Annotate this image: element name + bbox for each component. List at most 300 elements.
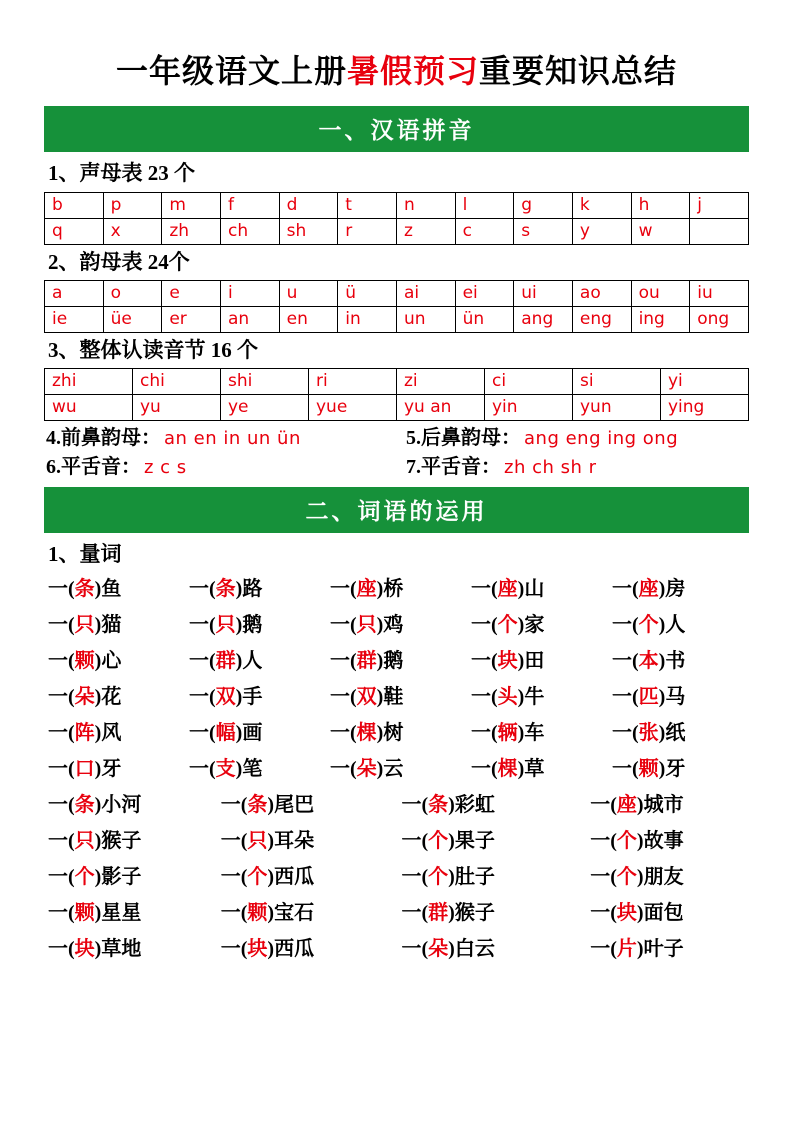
pinyin-cell: ui: [514, 280, 573, 306]
mw-pre: 一(: [48, 578, 75, 601]
pinyin-cell: zi: [397, 369, 485, 395]
pinyin-cell: x: [103, 218, 162, 244]
mw-post: )田: [517, 650, 545, 673]
measure-word-item: [608, 572, 749, 607]
mw-post: )家: [517, 614, 545, 637]
mw-post: )牙: [94, 758, 122, 781]
mw-measure: 朵: [428, 938, 449, 961]
measure-word-item: [380, 932, 561, 967]
mw-measure: 只: [215, 614, 236, 637]
mw-pre: 一(: [401, 938, 429, 961]
pinyin-cell-empty: [690, 218, 749, 244]
measure-word-item: [207, 788, 380, 823]
rule-curled-tongue: [406, 454, 597, 481]
measure-word-item: [467, 644, 608, 679]
mw-measure: 群: [356, 650, 377, 673]
mw-pre: 一(: [330, 614, 357, 637]
mw-measure: 个: [428, 830, 449, 853]
pinyin-cell: c: [455, 218, 514, 244]
mw-measure: 颗: [74, 902, 95, 925]
mw-pre: 一(: [401, 794, 429, 817]
pinyin-cell: sh: [279, 218, 338, 244]
mw-post: )故事: [636, 830, 684, 853]
mw-measure: 口: [74, 758, 95, 781]
rule-value: ang eng ing ong: [524, 428, 679, 450]
mw-measure: 块: [247, 938, 268, 961]
mw-pre: 一(: [612, 722, 639, 745]
mw-post: )尾巴: [267, 794, 315, 817]
table-row: [45, 306, 749, 332]
mw-pre: 一(: [590, 794, 617, 817]
measure-word-item: [44, 788, 207, 823]
mw-pre: 一(: [471, 650, 498, 673]
pinyin-cell: zh: [162, 218, 221, 244]
mw-pre: 一(: [330, 722, 357, 745]
pinyin-cell: ün: [455, 306, 514, 332]
measure-word-item: [44, 608, 185, 643]
pinyin-cell: iu: [690, 280, 749, 306]
mw-measure: 张: [638, 722, 659, 745]
mw-measure: 块: [74, 938, 95, 961]
mw-measure: 匹: [638, 686, 659, 709]
table-row: [45, 369, 749, 395]
mw-post: )叶子: [636, 938, 684, 961]
table-shengmu: [44, 192, 749, 245]
pinyin-cell: yu an: [397, 395, 485, 421]
mw-post: )云: [376, 758, 404, 781]
pinyin-cell: er: [162, 306, 221, 332]
mw-post: )风: [94, 722, 122, 745]
table-zhengti: [44, 368, 749, 421]
mw-measure: 双: [215, 686, 236, 709]
pinyin-cell: ong: [690, 306, 749, 332]
pinyin-cell: zhi: [45, 369, 133, 395]
mw-measure: 座: [616, 794, 637, 817]
mw-pre: 一(: [471, 758, 498, 781]
pinyin-cell: ei: [455, 280, 514, 306]
rule-label: 5.后鼻韵母：: [406, 427, 521, 450]
measure-word-item: [326, 608, 467, 643]
mw-measure: 条: [74, 578, 95, 601]
measure-word-item: [467, 680, 608, 715]
mw-pre: 一(: [590, 938, 617, 961]
mw-measure: 个: [616, 866, 637, 889]
measure-word-item: [185, 752, 326, 787]
pinyin-cell: yin: [485, 395, 573, 421]
pinyin-cell: a: [45, 280, 104, 306]
table-yunmu: [44, 280, 749, 333]
pinyin-cell: yi: [661, 369, 749, 395]
mw-measure: 群: [428, 902, 449, 925]
mw-post: )鸡: [376, 614, 404, 637]
pinyin-cell: r: [338, 218, 397, 244]
pinyin-cell: d: [279, 192, 338, 218]
measure-word-item: [326, 680, 467, 715]
mw-pre: 一(: [189, 686, 216, 709]
mw-measure: 只: [74, 830, 95, 853]
mw-post: )车: [517, 722, 545, 745]
title-pre: 一年级语文上册: [115, 53, 347, 89]
mw-pre: 一(: [330, 578, 357, 601]
mw-measure: 个: [428, 866, 449, 889]
mw-measure: 只: [247, 830, 268, 853]
mw-measure: 座: [356, 578, 377, 601]
measure-word-row: [44, 752, 749, 787]
mw-pre: 一(: [590, 830, 617, 853]
mw-post: )星星: [94, 902, 142, 925]
mw-measure: 颗: [638, 758, 659, 781]
mw-pre: 一(: [48, 866, 75, 889]
page-title: [44, 52, 749, 90]
measure-word-item: [326, 752, 467, 787]
rule-value: an en in un ün: [164, 428, 301, 450]
mw-post: )书: [658, 650, 686, 673]
mw-pre: 一(: [612, 650, 639, 673]
mw-measure: 朵: [74, 686, 95, 709]
measure-word-item: [185, 716, 326, 751]
measure-word-item: [608, 716, 749, 751]
pinyin-cell: si: [573, 369, 661, 395]
mw-pre: 一(: [471, 686, 498, 709]
title-post: 重要知识总结: [479, 53, 678, 89]
mw-post: )城市: [636, 794, 684, 817]
rule-row-nasal: [46, 425, 749, 452]
mw-pre: 一(: [401, 866, 429, 889]
pinyin-cell: un: [396, 306, 455, 332]
pinyin-cell: j: [690, 192, 749, 218]
measure-word-item: [467, 716, 608, 751]
measure-word-item: [608, 752, 749, 787]
mw-pre: 一(: [48, 722, 75, 745]
measure-word-item: [467, 608, 608, 643]
measure-word-item: [44, 896, 207, 931]
mw-post: )猴子: [94, 830, 142, 853]
mw-measure: 个: [638, 614, 659, 637]
measure-word-item: [44, 644, 185, 679]
section-banner-words: 二、词语的运用: [44, 487, 749, 533]
measure-word-item: [326, 716, 467, 751]
mw-post: )影子: [94, 866, 142, 889]
pinyin-cell: b: [45, 192, 104, 218]
mw-pre: 一(: [471, 722, 498, 745]
mw-pre: 一(: [48, 794, 75, 817]
pinyin-cell: g: [514, 192, 573, 218]
measure-word-item: [185, 572, 326, 607]
mw-post: )笔: [235, 758, 263, 781]
mw-pre: 一(: [189, 722, 216, 745]
mw-pre: 一(: [220, 794, 248, 817]
mw-measure: 颗: [247, 902, 268, 925]
mw-post: )树: [376, 722, 404, 745]
measure-word-item: [44, 860, 207, 895]
mw-pre: 一(: [590, 902, 617, 925]
rule-row-sibilant: [46, 454, 749, 481]
pinyin-cell: üe: [103, 306, 162, 332]
subheading-zhengti: 3、整体认读音节 16 个: [48, 337, 258, 362]
measure-word-item: [608, 644, 749, 679]
pinyin-cell: y: [572, 218, 631, 244]
mw-post: )鹅: [376, 650, 404, 673]
mw-post: )西瓜: [267, 938, 315, 961]
pinyin-cell: p: [103, 192, 162, 218]
measure-word-row: [44, 608, 749, 643]
mw-pre: 一(: [220, 938, 248, 961]
mw-measure: 个: [497, 614, 518, 637]
mw-post: )面包: [636, 902, 684, 925]
mw-measure: 块: [497, 650, 518, 673]
mw-post: )鹅: [235, 614, 263, 637]
mw-pre: 一(: [220, 902, 248, 925]
pinyin-cell: o: [103, 280, 162, 306]
measure-word-row: [44, 788, 749, 823]
measure-word-item: [44, 572, 185, 607]
mw-measure: 条: [74, 794, 95, 817]
pinyin-cell: e: [162, 280, 221, 306]
mw-pre: 一(: [48, 938, 75, 961]
pinyin-cell: ai: [396, 280, 455, 306]
pinyin-cell: ou: [631, 280, 690, 306]
measure-word-row: [44, 572, 749, 607]
pinyin-cell: i: [220, 280, 279, 306]
table-row: [45, 192, 749, 218]
mw-measure: 颗: [74, 650, 95, 673]
pinyin-cell: ri: [309, 369, 397, 395]
table-row: [45, 280, 749, 306]
mw-pre: 一(: [612, 614, 639, 637]
mw-measure: 幅: [215, 722, 236, 745]
pinyin-cell: chi: [133, 369, 221, 395]
measure-word-row: [44, 716, 749, 751]
pinyin-cell: ang: [514, 306, 573, 332]
pinyin-cell: m: [162, 192, 221, 218]
mw-pre: 一(: [612, 686, 639, 709]
pinyin-cell: k: [572, 192, 631, 218]
mw-pre: 一(: [48, 902, 75, 925]
pinyin-cell: yue: [309, 395, 397, 421]
mw-measure: 双: [356, 686, 377, 709]
mw-post: )桥: [376, 578, 404, 601]
mw-post: )马: [658, 686, 686, 709]
mw-measure: 阵: [74, 722, 95, 745]
mw-pre: 一(: [612, 758, 639, 781]
measure-word-item: [560, 824, 749, 859]
mw-post: )朋友: [636, 866, 684, 889]
table-row: [45, 395, 749, 421]
measure-word-item: [44, 824, 207, 859]
rule-value: zh ch sh r: [504, 457, 597, 479]
mw-pre: 一(: [189, 614, 216, 637]
measure-word-item: [380, 788, 561, 823]
mw-post: )路: [235, 578, 263, 601]
mw-measure: 朵: [356, 758, 377, 781]
mw-measure: 辆: [497, 722, 518, 745]
subheading-yunmu: 2、韵母表 24个: [48, 249, 190, 274]
mw-pre: 一(: [48, 686, 75, 709]
mw-measure: 座: [638, 578, 659, 601]
measure-word-item: [185, 644, 326, 679]
mw-pre: 一(: [401, 902, 429, 925]
mw-pre: 一(: [189, 578, 216, 601]
mw-pre: 一(: [330, 758, 357, 781]
mw-pre: 一(: [471, 578, 498, 601]
mw-pre: 一(: [48, 758, 75, 781]
mw-post: )草: [517, 758, 545, 781]
pinyin-cell: ye: [221, 395, 309, 421]
measure-word-item: [560, 860, 749, 895]
mw-measure: 个: [247, 866, 268, 889]
measure-word-grid: [44, 572, 749, 967]
mw-pre: 一(: [590, 866, 617, 889]
pinyin-cell: yu: [133, 395, 221, 421]
measure-word-row: [44, 680, 749, 715]
measure-word-item: [380, 896, 561, 931]
table-row: [45, 218, 749, 244]
pinyin-cell: h: [631, 192, 690, 218]
mw-post: )牙: [658, 758, 686, 781]
mw-post: )小河: [94, 794, 142, 817]
mw-measure: 个: [616, 830, 637, 853]
measure-word-item: [185, 608, 326, 643]
rule-flat-tongue: [46, 454, 406, 481]
pinyin-cell: ü: [338, 280, 397, 306]
mw-pre: 一(: [48, 830, 75, 853]
pinyin-cell: eng: [572, 306, 631, 332]
mw-pre: 一(: [48, 650, 75, 673]
mw-pre: 一(: [330, 686, 357, 709]
mw-post: )草地: [94, 938, 142, 961]
mw-post: )猴子: [448, 902, 495, 925]
title-highlight: 暑假预习: [346, 53, 479, 89]
pinyin-cell: s: [514, 218, 573, 244]
pinyin-cell: shi: [221, 369, 309, 395]
measure-word-item: [207, 896, 380, 931]
rule-value: z c s: [144, 457, 187, 479]
pinyin-cell: ie: [45, 306, 104, 332]
measure-word-item: [560, 896, 749, 931]
mw-measure: 条: [247, 794, 268, 817]
mw-measure: 条: [215, 578, 236, 601]
rule-front-nasal: [46, 425, 406, 452]
measure-word-item: [467, 572, 608, 607]
pinyin-cell: an: [220, 306, 279, 332]
mw-post: )纸: [658, 722, 686, 745]
mw-pre: 一(: [220, 866, 248, 889]
mw-post: )人: [658, 614, 686, 637]
measure-word-row: [44, 824, 749, 859]
pinyin-cell: in: [338, 306, 397, 332]
mw-post: )果子: [448, 830, 495, 853]
measure-word-item: [560, 788, 749, 823]
measure-word-item: [44, 752, 185, 787]
mw-post: )山: [517, 578, 545, 601]
mw-post: )心: [94, 650, 122, 673]
mw-pre: 一(: [612, 578, 639, 601]
measure-word-item: [44, 680, 185, 715]
mw-measure: 只: [74, 614, 95, 637]
measure-word-item: [326, 644, 467, 679]
mw-measure: 片: [616, 938, 637, 961]
mw-pre: 一(: [330, 650, 357, 673]
mw-post: )人: [235, 650, 263, 673]
pinyin-cell: l: [455, 192, 514, 218]
pinyin-cell: en: [279, 306, 338, 332]
mw-post: )宝石: [267, 902, 315, 925]
mw-pre: 一(: [220, 830, 248, 853]
measure-word-item: [326, 572, 467, 607]
measure-word-item: [467, 752, 608, 787]
pinyin-cell: ing: [631, 306, 690, 332]
rule-label: 7.平舌音：: [406, 456, 501, 479]
pinyin-cell: ci: [485, 369, 573, 395]
pinyin-cell: f: [220, 192, 279, 218]
mw-measure: 棵: [356, 722, 377, 745]
rule-back-nasal: [406, 425, 678, 452]
pinyin-cell: yun: [573, 395, 661, 421]
mw-measure: 头: [497, 686, 518, 709]
mw-post: )手: [235, 686, 263, 709]
mw-measure: 本: [638, 650, 659, 673]
mw-pre: 一(: [48, 614, 75, 637]
measure-word-item: [608, 608, 749, 643]
pinyin-cell: wu: [45, 395, 133, 421]
pinyin-cell: w: [631, 218, 690, 244]
measure-word-item: [44, 716, 185, 751]
mw-post: )肚子: [448, 866, 495, 889]
measure-word-row: [44, 932, 749, 967]
mw-post: )耳朵: [267, 830, 315, 853]
pinyin-cell: ao: [572, 280, 631, 306]
mw-post: )鱼: [94, 578, 122, 601]
measure-word-row: [44, 896, 749, 931]
mw-post: )西瓜: [267, 866, 315, 889]
measure-word-row: [44, 644, 749, 679]
mw-post: )房: [658, 578, 686, 601]
rule-label: 4.前鼻韵母：: [46, 427, 161, 450]
mw-measure: 只: [356, 614, 377, 637]
pinyin-cell: ying: [661, 395, 749, 421]
measure-word-item: [207, 824, 380, 859]
measure-word-item: [560, 932, 749, 967]
mw-pre: 一(: [189, 758, 216, 781]
measure-word-item: [380, 824, 561, 859]
mw-measure: 座: [497, 578, 518, 601]
mw-post: )白云: [448, 938, 495, 961]
mw-measure: 条: [428, 794, 449, 817]
mw-measure: 支: [215, 758, 236, 781]
measure-word-item: [44, 932, 207, 967]
section-banner-pinyin: 一、汉语拼音: [44, 106, 749, 152]
mw-post: )猫: [94, 614, 122, 637]
mw-pre: 一(: [471, 614, 498, 637]
mw-post: )牛: [517, 686, 545, 709]
mw-pre: 一(: [189, 650, 216, 673]
mw-measure: 群: [215, 650, 236, 673]
subheading-shengmu: 1、声母表 23 个: [48, 161, 195, 186]
measure-word-row: [44, 860, 749, 895]
measure-word-item: [207, 860, 380, 895]
pinyin-cell: ch: [220, 218, 279, 244]
mw-measure: 棵: [497, 758, 518, 781]
mw-post: )鞋: [376, 686, 404, 709]
mw-post: )花: [94, 686, 122, 709]
mw-measure: 块: [616, 902, 637, 925]
pinyin-cell: n: [396, 192, 455, 218]
mw-pre: 一(: [401, 830, 429, 853]
mw-post: )画: [235, 722, 263, 745]
measure-word-item: [207, 932, 380, 967]
rule-label: 6.平舌音：: [46, 456, 141, 479]
pinyin-cell: z: [396, 218, 455, 244]
